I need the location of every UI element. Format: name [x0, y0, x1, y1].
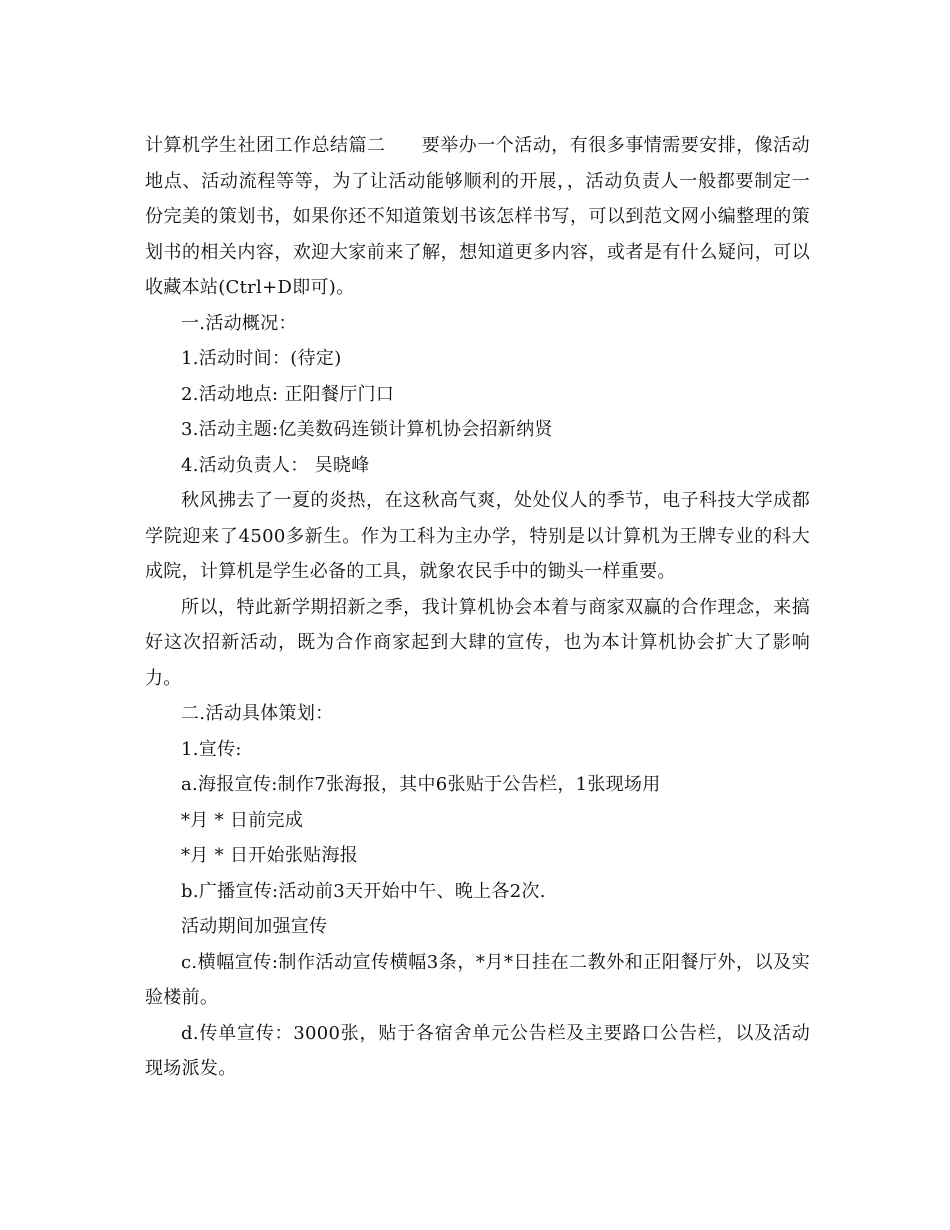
list-item-theme: 3.活动主题:亿美数码连锁计算机协会招新纳贤 [181, 419, 553, 440]
document-body [145, 128, 810, 1087]
list-item-flyer: d.传单宣传：3000张，贴于各宿舍单元公告栏及主要路口公告栏，以及活动现场派发。 [145, 1022, 810, 1079]
list-item-time: 1.活动时间：(待定) [181, 348, 342, 369]
body-paragraph-purpose: 所以，特此新学期招新之季，我计算机协会本着与商家双赢的合作理念，来搞好这次招新活动，既为合作商家起到大肆的宣传，也为本计算机协会扩大了影响力。 [145, 596, 810, 689]
list-item-banner: c.横幅宣传:制作活动宣传横幅3条，*月*日挂在二教外和正阳餐厅外，以及实验楼前。 [145, 951, 810, 1008]
intro-text: 要举办一个活动，有很多事情需要安排，像活动地点、活动流程等等，为了让活动能够顺利的开展，，活动负责人一般都要制定一份完美的策划书，如果你还不知道策划书该怎样书写，可以到范文网小编整理的策划书的相关内容，欢迎大家前来了解，想知道更多内容，或者是有什么疑问，可以收藏本站(Ctrl+D即可)。 [145, 135, 810, 298]
list-item-poster: a.海报宣传:制作7张海报，其中6张贴于公告栏，1张现场用 [181, 774, 661, 795]
body-paragraph-background: 秋风拂去了一夏的炎热，在这秋高气爽，处处仪人的季节，电子科技大学成都学院迎来了4500多新生。作为工科为主办学，特别是以计算机为王牌专业的科大成院，计算机是学生必备的工具，就象农民手中的锄头一样重要。 [145, 490, 810, 582]
section-heading-plan: 二.活动具体策划： [181, 703, 334, 724]
intro-paragraph [145, 128, 810, 306]
list-item-publicity: 1.宣传: [181, 738, 242, 760]
list-item-broadcast: b.广播宣传:活动前3天开始中午、晚上各2次. [181, 880, 546, 902]
section-heading-overview: 一.活动概况： [181, 312, 297, 334]
intro-title: 计算机学生社团工作总结篇二 [145, 135, 386, 156]
list-item-leader: 4.活动负责人： 吴晓峰 [181, 454, 370, 476]
list-item-poster-posting: *月 * 日开始张贴海报 [181, 845, 359, 866]
list-item-poster-deadline: *月 * 日前完成 [181, 809, 304, 831]
list-item-broadcast-note: 活动期间加强宣传 [181, 916, 328, 937]
list-item-location: 2.活动地点: 正阳餐厅门口 [181, 383, 395, 405]
